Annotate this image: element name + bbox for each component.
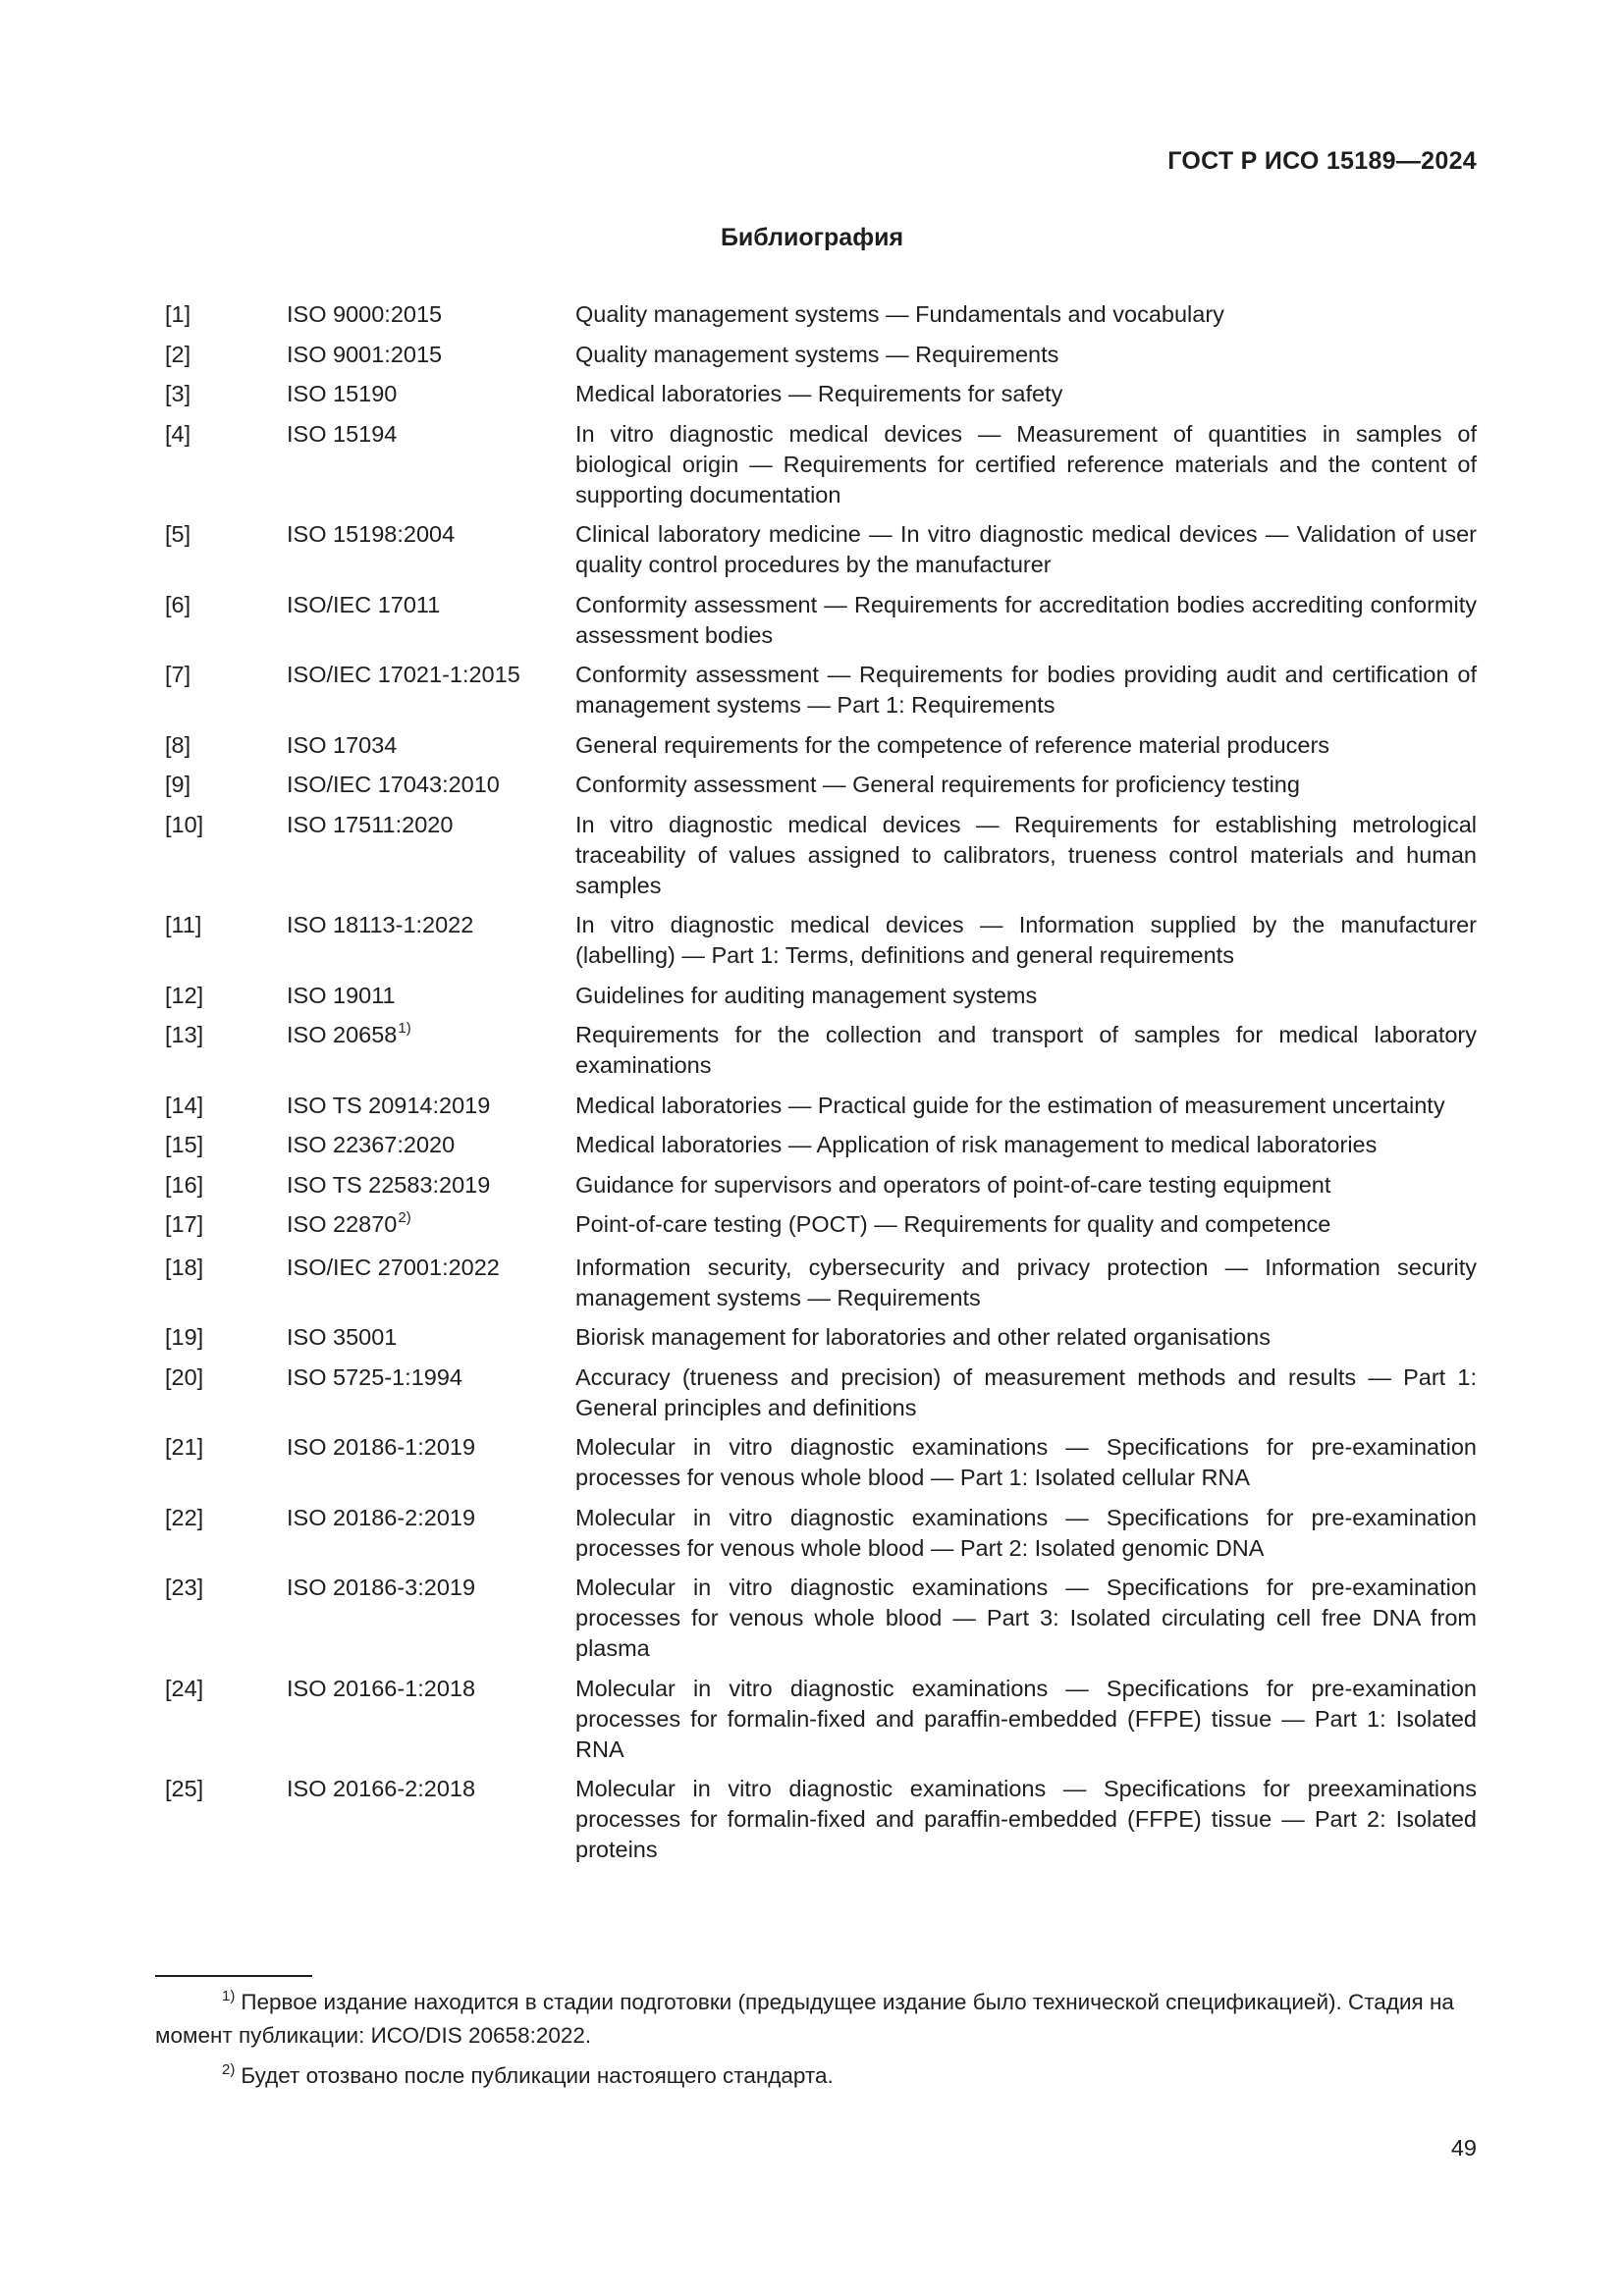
bibliography-entry (165, 299, 1477, 330)
entry-code-text: ISO 20186-3:2019 (287, 1575, 476, 1600)
entry-title: Quality management systems — Requirements (575, 341, 1059, 367)
entry-number: [20] (165, 1363, 204, 1390)
entry-number: [18] (165, 1254, 204, 1280)
entry-code-text: ISO 20166-1:2018 (287, 1675, 476, 1701)
footnote (155, 2060, 1487, 2094)
entry-title: Medical laboratories — Application of risk management to medical laboratories (575, 1132, 1378, 1157)
entry-code (287, 590, 575, 620)
entry-number: [16] (165, 1171, 204, 1198)
entry-number: [2] (165, 341, 191, 367)
entry-number: [12] (165, 982, 204, 1008)
bibliography-entry (165, 1253, 1477, 1313)
entry-number: [14] (165, 1092, 204, 1118)
entry-code-text: ISO 19011 (287, 982, 396, 1008)
entry-title: Accuracy (trueness and precision) of measurement methods and results — Part 1: General principles and definitions (575, 1363, 1477, 1420)
entry-code (287, 810, 575, 840)
entry-code (287, 1091, 575, 1121)
entry-code (287, 981, 575, 1011)
entry-code (287, 1503, 575, 1533)
bibliography-entry (165, 419, 1477, 510)
entry-number: [25] (165, 1776, 204, 1801)
entry-title: Conformity assessment — General requirements for proficiency testing (575, 772, 1300, 797)
entry-title: Guidelines for auditing management systems (575, 982, 1038, 1008)
entry-title: In vitro diagnostic medical devices — Measurement of quantities in samples of biological origin — Requirements for certified reference materials and the content of supporting documentation (575, 420, 1477, 507)
entry-number: [6] (165, 591, 191, 617)
entry-title: Requirements for the collection and transport of samples for medical laboratory examinations (575, 1022, 1477, 1078)
page-number: 49 (1450, 2135, 1477, 2161)
entry-title: Molecular in vitro diagnostic examinations — Specifications for pre-examination processes for formalin-fixed and paraffin-embedded (FFPE) tissue — Part 1: Isolated RNA (575, 1675, 1477, 1762)
entry-code-text: ISO 20658 (287, 1022, 398, 1047)
entry-number: [23] (165, 1575, 204, 1600)
entry-title: Information security, cybersecurity and privacy protection — Information security management systems — Requirements (575, 1254, 1477, 1310)
entry-title: Molecular in vitro diagnostic examinations — Specifications for preexaminations processes for formalin-fixed and paraffin-embedded (FFPE) tissue — Part 2: Isolated proteins (575, 1776, 1477, 1862)
entry-number: [5] (165, 521, 191, 547)
entry-code (287, 340, 575, 370)
entry-title: Molecular in vitro diagnostic examinations — Specifications for pre-examination processes for venous whole blood — Part 2: Isolated genomic DNA (575, 1504, 1477, 1561)
entry-code-text: ISO 17034 (287, 731, 398, 758)
page-title: Библиография (720, 224, 904, 251)
entry-number: [11] (165, 912, 202, 937)
bibliography-entry (165, 770, 1477, 800)
entry-number: [15] (165, 1132, 204, 1157)
entry-code-text: ISO 22367:2020 (287, 1132, 456, 1157)
entry-code (287, 910, 575, 940)
entry-code-text: ISO 17511:2020 (287, 811, 454, 837)
entry-code-text: ISO/IEC 17011 (287, 591, 441, 617)
entry-code-text: ISO 15194 (287, 420, 398, 447)
bibliography-entry (165, 1170, 1477, 1201)
entry-code-text: ISO TS 22583:2019 (287, 1171, 491, 1198)
entry-title: Conformity assessment — Requirements for accreditation bodies accrediting conformity assessment bodies (575, 591, 1477, 648)
entry-code-text: ISO 9001:2015 (287, 341, 443, 367)
entry-code (287, 1209, 575, 1243)
entry-code-text: ISO 20186-1:2019 (287, 1434, 476, 1460)
entry-number: [24] (165, 1675, 204, 1701)
entry-code (287, 1774, 575, 1804)
bibliography-entry (165, 1503, 1477, 1564)
footnote-marker: 2) (222, 2061, 236, 2078)
bibliography-entry (165, 590, 1477, 651)
entry-title: In vitro diagnostic medical devices — Requirements for establishing metrological traceability of values assigned to calibrators, trueness control materials and human samples (575, 811, 1477, 898)
entry-code-text: ISO 5725-1:1994 (287, 1363, 462, 1390)
entry-code (287, 1573, 575, 1603)
bibliography-entry (165, 340, 1477, 370)
footnote-reference: 1) (398, 1020, 411, 1037)
footnote-reference: 2) (398, 1209, 411, 1226)
entry-title: Point-of-care testing (POCT) — Requirements for quality and competence (575, 1211, 1331, 1237)
entry-number: [13] (165, 1022, 204, 1047)
entry-number: [7] (165, 662, 191, 687)
entry-code-text: ISO 18113-1:2022 (287, 912, 474, 937)
entry-code-text: ISO 15190 (287, 381, 398, 406)
bibliography-entry (165, 519, 1477, 580)
entry-code (287, 1130, 575, 1160)
bibliography-entry (165, 660, 1477, 721)
entry-code (287, 1253, 575, 1283)
footnote-indent (155, 1990, 222, 2014)
entry-code (287, 730, 575, 761)
bibliography-entry (165, 1432, 1477, 1493)
bibliography-list (165, 299, 1477, 1875)
entry-number: [1] (165, 301, 191, 327)
footnote-indent (155, 2063, 222, 2088)
bibliography-entry (165, 1322, 1477, 1353)
entry-number: [19] (165, 1324, 204, 1350)
entry-code (287, 1322, 575, 1353)
entry-code-text: ISO 20186-2:2019 (287, 1504, 476, 1530)
bibliography-entry (165, 379, 1477, 409)
entry-title: Quality management systems — Fundamentals and vocabulary (575, 301, 1224, 327)
footnote-marker: 1) (222, 1988, 236, 2004)
footnotes (155, 1987, 1487, 2104)
entry-number: [17] (165, 1211, 204, 1237)
entry-number: [21] (165, 1434, 204, 1460)
entry-code-text: ISO/IEC 17043:2010 (287, 772, 500, 797)
bibliography-entry (165, 910, 1477, 971)
entry-code (287, 1020, 575, 1053)
entry-title: In vitro diagnostic medical devices — Information supplied by the manufacturer (labelling) — Part 1: Terms, definitions and general requirements (575, 912, 1477, 968)
entry-title: General requirements for the competence of reference material producers (575, 731, 1330, 758)
entry-code (287, 1170, 575, 1201)
bibliography-entry (165, 730, 1477, 761)
entry-code (287, 419, 575, 450)
entry-title: Medical laboratories — Requirements for safety (575, 381, 1063, 406)
entry-code-text: ISO/IEC 17021-1:2015 (287, 662, 520, 687)
bibliography-entry (165, 1573, 1477, 1664)
entry-code-text: ISO 35001 (287, 1324, 398, 1350)
entry-code (287, 770, 575, 800)
entry-code-text: ISO/IEC 27001:2022 (287, 1254, 500, 1280)
bibliography-entry (165, 1020, 1477, 1081)
entry-number: [3] (165, 381, 191, 406)
bibliography-entry (165, 1362, 1477, 1423)
entry-code-text: ISO TS 20914:2019 (287, 1092, 491, 1118)
entry-number: [4] (165, 420, 191, 447)
entry-code-text: ISO 9000:2015 (287, 301, 443, 327)
entry-title: Medical laboratories — Practical guide for the estimation of measurement uncertainty (575, 1092, 1445, 1118)
bibliography-entry (165, 1674, 1477, 1765)
entry-code (287, 1432, 575, 1463)
footnote-text: Будет отозвано после публикации настоящего стандарта. (241, 2063, 834, 2088)
entry-code (287, 299, 575, 330)
entry-code (287, 379, 575, 409)
footnote-divider (155, 1975, 312, 1977)
entry-title: Molecular in vitro diagnostic examinations — Specifications for pre-examination processes for venous whole blood — Part 3: Isolated circulating cell free DNA from plasma (575, 1575, 1477, 1661)
bibliography-entry (165, 981, 1477, 1011)
entry-title: Guidance for supervisors and operators of point-of-care testing equipment (575, 1171, 1331, 1198)
entry-code (287, 1362, 575, 1393)
entry-title: Conformity assessment — Requirements for bodies providing audit and certification of management systems — Part 1: Requirements (575, 662, 1477, 718)
entry-title: Clinical laboratory medicine — In vitro diagnostic medical devices — Validation of user quality control procedures by the manufacturer (575, 521, 1477, 577)
entry-code (287, 660, 575, 690)
entry-number: [9] (165, 772, 191, 797)
standard-header: ГОСТ Р ИСО 15189—2024 (1167, 147, 1477, 175)
bibliography-entry (165, 1091, 1477, 1121)
entry-code-text: ISO 22870 (287, 1211, 398, 1237)
entry-number: [8] (165, 731, 191, 758)
entry-code (287, 519, 575, 550)
bibliography-entry (165, 1774, 1477, 1865)
entry-code-text: ISO 20166-2:2018 (287, 1776, 476, 1801)
footnote-text: Первое издание находится в стадии подготовки (предыдущее издание было технической спецификацией). Стадия на момент публикации: ИСО/DIS 20658:2022. (155, 1990, 1454, 2048)
bibliography-entry (165, 1209, 1477, 1243)
footnote (155, 1987, 1487, 2051)
entry-number: [10] (165, 811, 204, 837)
bibliography-entry (165, 810, 1477, 901)
bibliography-entry (165, 1130, 1477, 1160)
entry-code (287, 1674, 575, 1704)
entry-number: [22] (165, 1504, 204, 1530)
entry-title: Biorisk management for laboratories and other related organisations (575, 1324, 1272, 1350)
entry-code-text: ISO 15198:2004 (287, 521, 456, 547)
entry-title: Molecular in vitro diagnostic examinations — Specifications for pre-examination processes for venous whole blood — Part 1: Isolated cellular RNA (575, 1434, 1477, 1490)
